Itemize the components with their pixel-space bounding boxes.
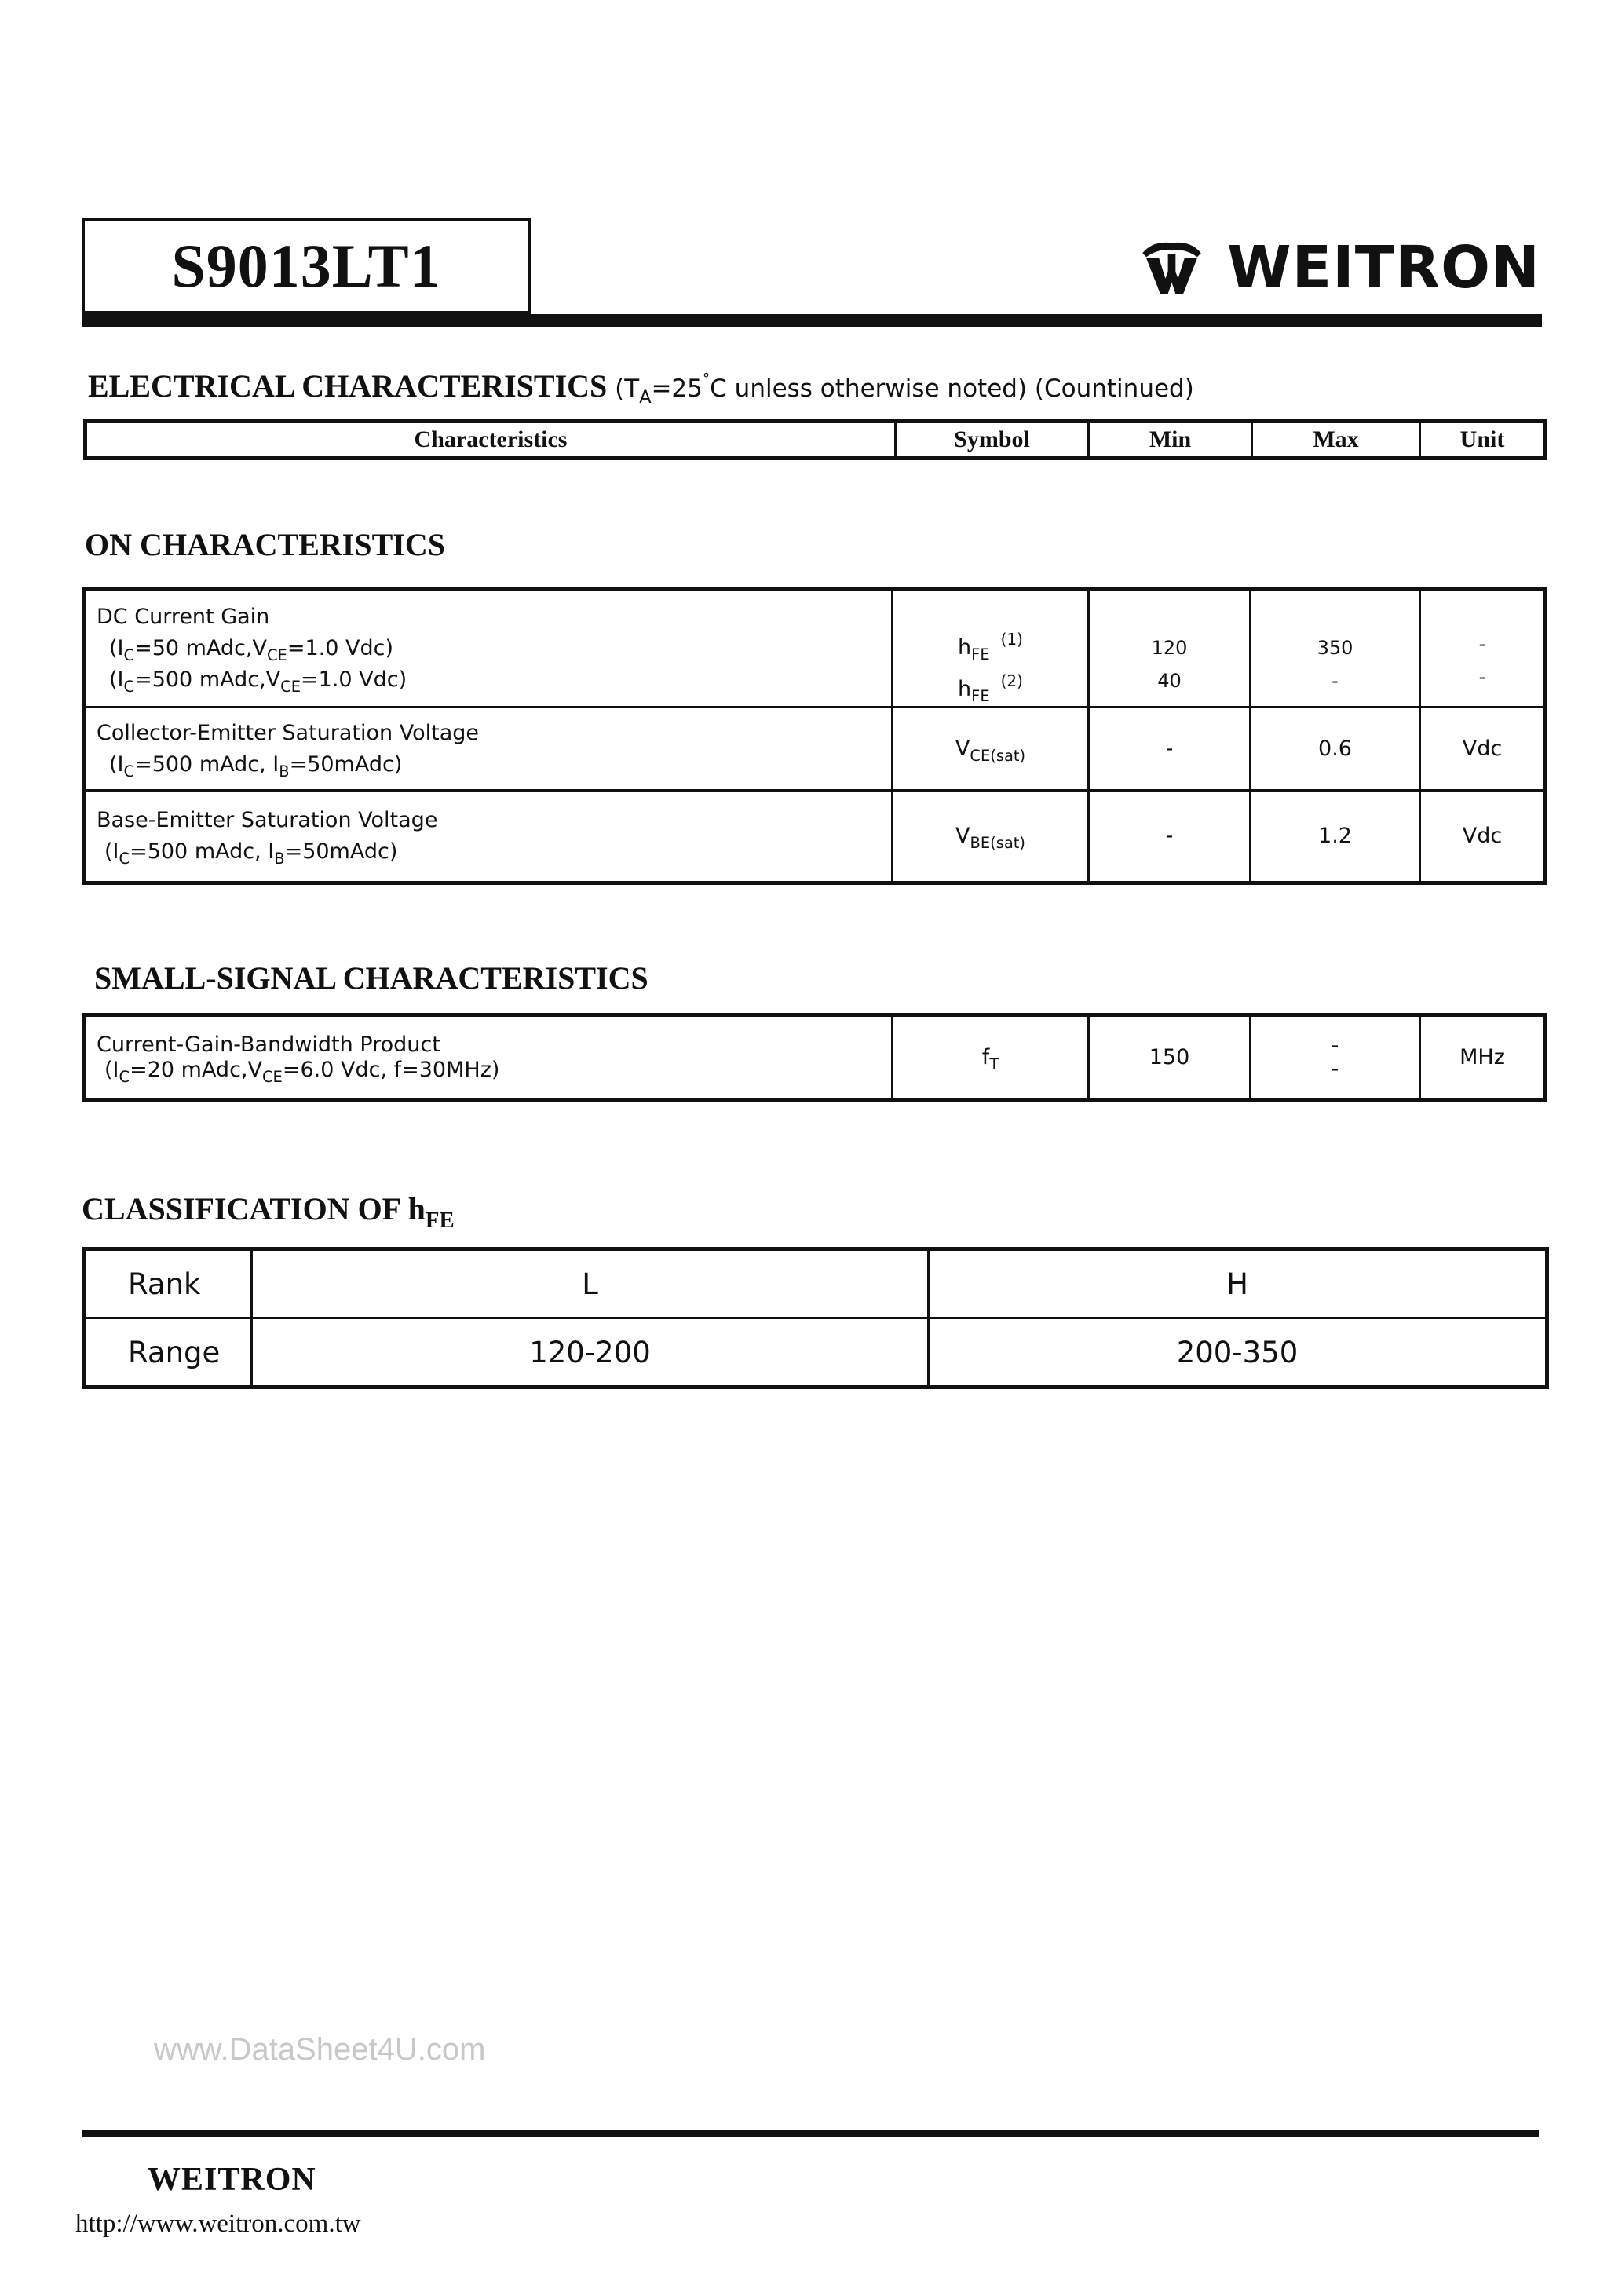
be-saturation-cell [84, 791, 893, 883]
min-cell: 120 40 [1089, 590, 1251, 707]
param-name: Base-Emitter Saturation Voltage [97, 808, 438, 832]
param-condition: ($I_C=20$ $mAdc,V_{CE}=6.0$ Vdc, f=30MHz) [104, 1057, 500, 1086]
part-number-box [82, 218, 531, 314]
param-condition: ($I_C=50$ $mAdc,V_{CE}=1.0$ Vdc) [109, 636, 393, 664]
on-characteristics-table [82, 587, 1547, 885]
param-name: Current-Gain-Bandwidth Product [97, 1032, 440, 1057]
table-row [84, 791, 1546, 883]
range-h: 200-350 [929, 1318, 1547, 1387]
rank-l: L [252, 1249, 929, 1318]
min-cell: 150 [1089, 1015, 1251, 1100]
col-min: Min [1089, 422, 1252, 459]
table-row [84, 1318, 1547, 1387]
symbol-cell: $h_{FE}^{(1)}$ $h_{FE}^{(2)}$ [893, 590, 1089, 707]
electrical-title: ELECTRICAL CHARACTERISTICS [88, 368, 608, 404]
electrical-characteristics-heading [88, 367, 1194, 408]
table-row [84, 707, 1546, 791]
symbol-cell: $V_{BE(sat)}$ [893, 791, 1089, 883]
param-name: Collector-Emitter Saturation Voltage [97, 720, 479, 745]
symbol-cell: $f_T$ [893, 1015, 1089, 1100]
min-cell: - [1089, 791, 1251, 883]
symbol-cell: $V_{CE(sat)}$ [893, 707, 1089, 791]
column-header-table [83, 419, 1547, 460]
max-cell: 0.6 [1251, 707, 1420, 791]
param-condition: ($I_C=500$ mAdc, $I_B=50mAdc$) [109, 751, 403, 781]
range-label: Range [84, 1318, 252, 1387]
electrical-note: ($T_A=25^\circ C$ unless otherwise noted) (Countinued) [607, 371, 1194, 408]
param-condition: ($I_C=500$ mAdc, $I_B=50mAdc$) [104, 839, 398, 868]
rank-h: H [929, 1249, 1547, 1318]
footer-divider [82, 2130, 1539, 2137]
part-number: S9013LT1 [171, 232, 441, 300]
classification-heading: CLASSIFICATION OF $h_{FE}$ [82, 1191, 455, 1234]
dc-current-gain-cell [84, 590, 893, 707]
range-l: 120-200 [252, 1318, 929, 1387]
on-characteristics-heading: ON CHARACTERISTICS [85, 527, 445, 562]
col-unit: Unit [1420, 422, 1546, 459]
unit-cell: MHz [1420, 1015, 1546, 1100]
ce-saturation-cell [84, 707, 893, 791]
max-cell: 1.2 [1251, 791, 1420, 883]
col-max: Max [1252, 422, 1420, 459]
unit-cell: - - [1420, 590, 1546, 707]
param-condition: ($I_C=500$ $mAdc,V_{CE}=1.0$ Vdc) [109, 667, 407, 696]
footer-url[interactable]: http://www.weitron.com.tw [75, 2210, 361, 2238]
min-cell: - [1089, 707, 1251, 791]
rank-label: Rank [84, 1249, 252, 1318]
param-name: DC Current Gain [97, 605, 270, 629]
gain-bandwidth-cell [84, 1015, 893, 1100]
watermark: www.DataSheet4U.com [154, 2032, 486, 2067]
small-signal-heading: SMALL-SIGNAL CHARACTERISTICS [94, 960, 648, 996]
footer-brand: WEITRON [148, 2162, 316, 2198]
table-row [84, 1249, 1547, 1318]
max-cell: 350 - [1251, 590, 1420, 707]
table-row [84, 1015, 1546, 1100]
unit-cell: Vdc [1420, 791, 1546, 883]
col-characteristics: Characteristics [86, 422, 896, 459]
unit-cell: Vdc [1420, 707, 1546, 791]
weitron-logo-icon [1140, 234, 1204, 302]
max-cell: - - [1251, 1015, 1420, 1100]
table-row [84, 590, 1546, 707]
header-divider [82, 314, 1542, 327]
small-signal-table [82, 1013, 1547, 1102]
brand-logo [1140, 226, 1540, 309]
col-symbol: Symbol [896, 422, 1089, 459]
brand-name: WEITRON [1226, 234, 1540, 302]
classification-table [82, 1247, 1549, 1389]
